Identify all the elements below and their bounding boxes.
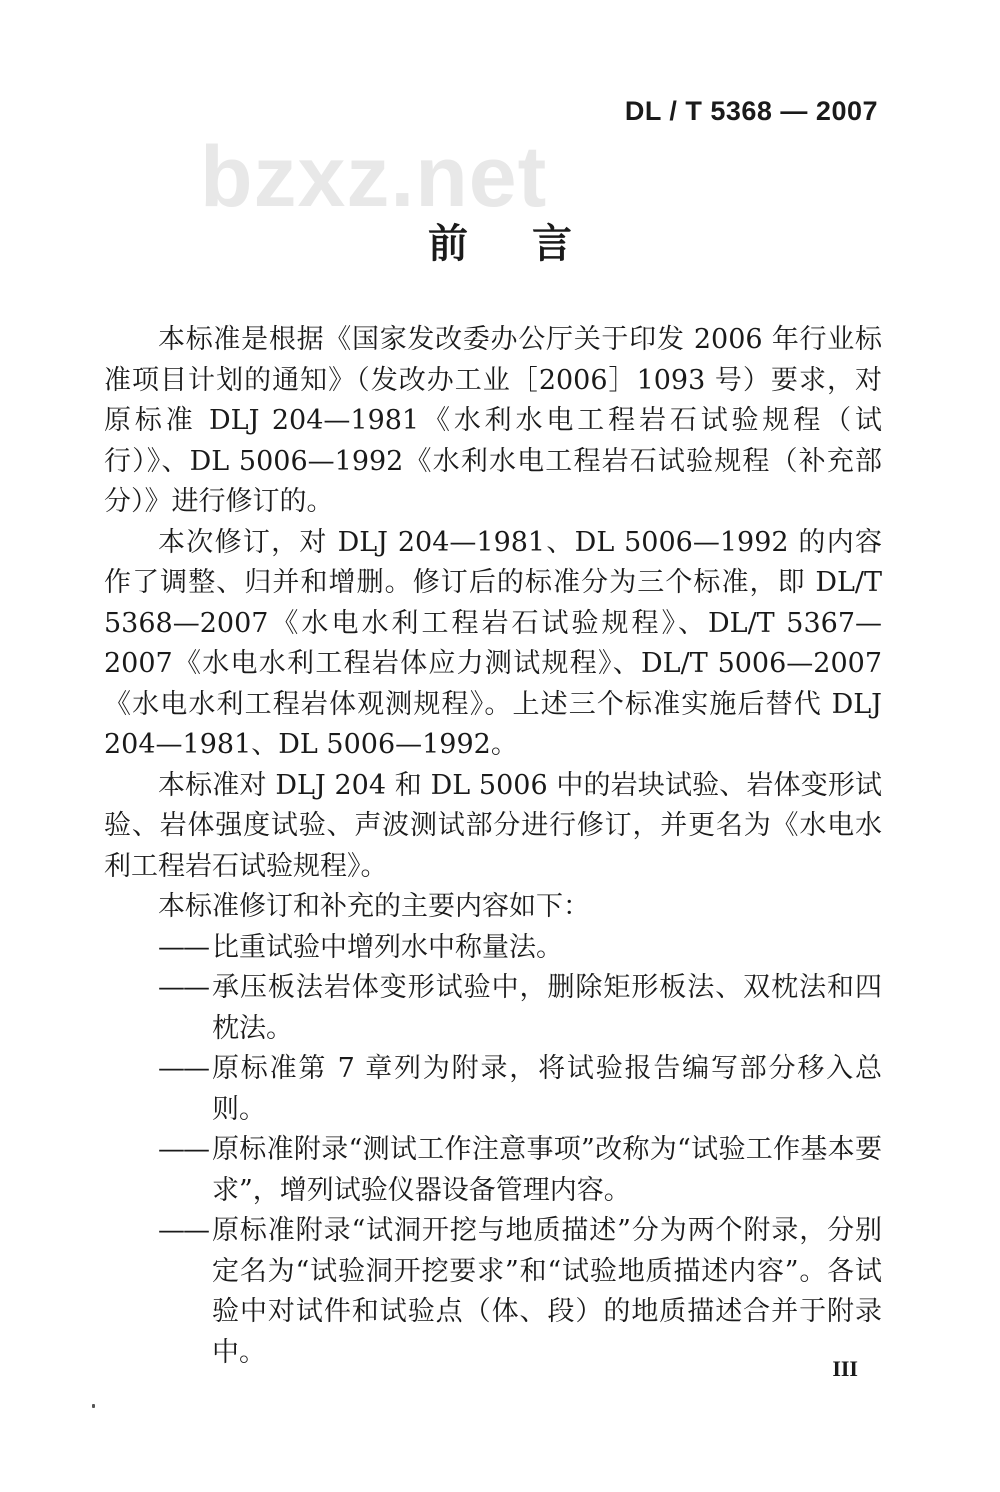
paragraph-1: 本标准是根据《国家发改委办公厅关于印发 2006 年行业标准项目计划的通知》（发改办工业［2006］1093 号）要求，对原标准 DLJ 204—1981《水利水电工程岩石试验规程（试行）》、DL 5006—1992《水利水电工程岩石试验规程（补充部分）》进行修订的。 — [104, 324, 882, 517]
list-item-text: 承压板法岩体变形试验中，删除矩形板法、双枕法和四枕法。 — [212, 972, 882, 1044]
list-item — [104, 1049, 882, 1130]
list-dash: —— — [158, 1134, 208, 1165]
paragraph-3: 本标准对 DLJ 204 和 DL 5006 中的岩块试验、岩体变形试验、岩体强度试验、声波测试部分进行修订，并更名为《水电水利工程岩石试验规程》。 — [104, 769, 882, 882]
list-dash: —— — [158, 1053, 208, 1084]
list-item — [104, 1211, 882, 1373]
standard-number: DL / T 5368 — 2007 — [624, 96, 878, 126]
list-item — [104, 928, 882, 969]
list-item — [104, 1130, 882, 1211]
list-dash: —— — [158, 1215, 208, 1246]
list-item-text: 原标准附录“测试工作注意事项”改称为“试验工作基本要求”，增列试验仪器设备管理内容。 — [212, 1134, 882, 1206]
page-number: III — [832, 1356, 858, 1381]
preface-body — [104, 320, 882, 1373]
page-title: 前言 — [428, 221, 636, 267]
paragraph-2: 本次修订，对 DLJ 204—1981、DL 5006—1992 的内容作了调整、归并和增删。修订后的标准分为三个标准，即 DL/T 5368—2007《水电水利工程岩石试验规程》、DL/T 5367—2007《水电水利工程岩体应力测试规程》、DL/T 5006—2007《水电水利工程岩体观测规程》。上述三个标准实施后替代 DLJ 204—1981、DL 5006—1992。 — [104, 526, 882, 760]
scan-speck — [92, 1404, 95, 1408]
list-item-text: 原标准附录“试洞开挖与地质描述”分为两个附录，分别定名为“试验洞开挖要求”和“试验地质描述内容”。各试验中对试件和试验点（体、段）的地质描述合并于附录中。 — [212, 1215, 882, 1368]
list-dash: —— — [158, 972, 208, 1003]
paragraph-4: 本标准修订和补充的主要内容如下： — [158, 891, 590, 922]
list-item-text: 比重试验中增列水中称量法。 — [212, 931, 563, 963]
list-item-text: 原标准第 7 章列为附录，将试验报告编写部分移入总则。 — [212, 1053, 882, 1125]
list-item — [104, 968, 882, 1049]
list-dash: —— — [158, 931, 208, 963]
watermark: bzxz.net — [200, 129, 548, 225]
revision-list — [104, 928, 882, 1374]
